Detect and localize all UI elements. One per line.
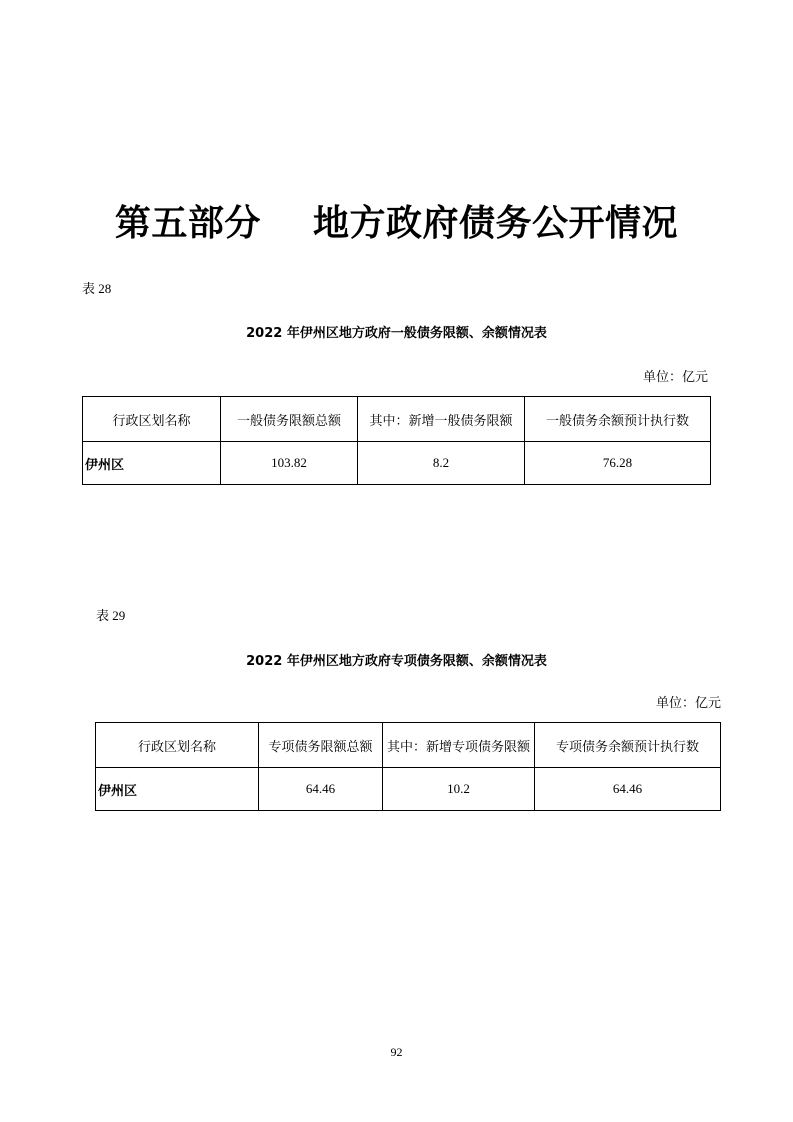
table-28-caption: 2022 年伊州区地方政府一般债务限额、余额情况表 bbox=[246, 326, 547, 341]
table-header-row bbox=[96, 723, 721, 768]
page-title: 第五部分 地方政府债务公开情况 bbox=[114, 202, 679, 244]
table-row bbox=[83, 442, 711, 485]
column-header: 专项债务限额总额 bbox=[259, 723, 383, 768]
column-header: 行政区划名称 bbox=[83, 397, 221, 442]
table-row bbox=[96, 768, 721, 811]
table-28 bbox=[82, 396, 711, 485]
column-header: 其中：新增专项债务限额 bbox=[383, 723, 535, 768]
table-29-caption: 2022 年伊州区地方政府专项债务限额、余额情况表 bbox=[246, 654, 547, 669]
table-29 bbox=[95, 722, 721, 811]
value-cell: 64.46 bbox=[535, 768, 721, 811]
column-header: 其中：新增一般债务限额 bbox=[358, 397, 525, 442]
table-29-label: 表 29 bbox=[96, 608, 126, 623]
value-cell: 8.2 bbox=[358, 442, 525, 485]
table-28-unit: 单位：亿元 bbox=[642, 370, 708, 385]
value-cell: 76.28 bbox=[525, 442, 711, 485]
table-header-row bbox=[83, 397, 711, 442]
table-29-unit: 单位：亿元 bbox=[655, 696, 721, 711]
region-cell: 伊州区 bbox=[96, 768, 259, 811]
region-cell: 伊州区 bbox=[83, 442, 221, 485]
column-header: 专项债务余额预计执行数 bbox=[535, 723, 721, 768]
column-header: 一般债务余额预计执行数 bbox=[525, 397, 711, 442]
value-cell: 64.46 bbox=[259, 768, 383, 811]
value-cell: 103.82 bbox=[221, 442, 358, 485]
table-28-label: 表 28 bbox=[82, 281, 112, 296]
page-number: 92 bbox=[390, 1045, 403, 1059]
column-header: 一般债务限额总额 bbox=[221, 397, 358, 442]
column-header: 行政区划名称 bbox=[96, 723, 259, 768]
value-cell: 10.2 bbox=[383, 768, 535, 811]
